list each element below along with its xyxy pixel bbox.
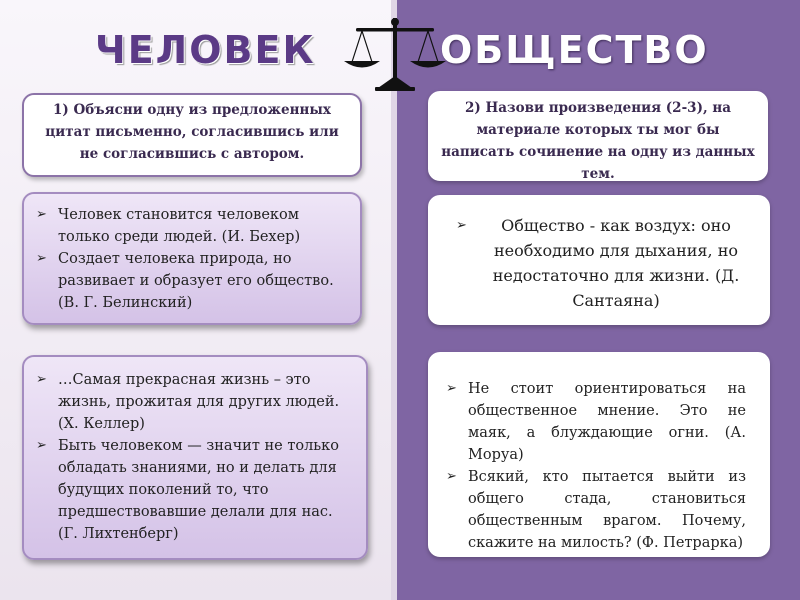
task-text-right: 2) Назови произведения (2-3), на материале которых ты мог бы написать сочинение на одну из данных тем. xyxy=(441,100,755,182)
arrow-bullet-icon: ➢ xyxy=(446,469,457,484)
title-human: ЧЕЛОВЕК xyxy=(95,28,316,72)
quote-box-right-bottom xyxy=(428,352,770,557)
quote-item: ➢ Общество - как воздух: оно необходимо для дыхания, но недостаточно для жизни. (Д. Сантаяна) xyxy=(452,213,754,313)
quote-box-right-top xyxy=(428,195,770,325)
quote-item: ➢ Всякий, кто пытается выйти из общего стада, становиться общественным врагом. Почему, скажите на милость? (Ф. Петрарка) xyxy=(442,466,746,554)
arrow-bullet-icon: ➢ xyxy=(456,218,467,233)
arrow-bullet-icon: ➢ xyxy=(36,438,47,453)
quote-item: ➢ Быть человеком — значит не только обладать знаниями, но и делать для будущих поколений то, что предшествовавшие делали для нас. (Г. Лихтенберг) xyxy=(32,435,356,545)
arrow-bullet-icon: ➢ xyxy=(446,381,457,396)
task-box-right xyxy=(428,91,768,181)
quote-box-left-top xyxy=(22,192,362,325)
task-text-left: 1) Объясни одну из предложенных цитат письменно, согласившись или не согласившись с автором. xyxy=(45,102,339,162)
quote-item: ➢ …Самая прекрасная жизнь – это жизнь, прожитая для других людей. (Х. Келлер) xyxy=(32,369,356,435)
arrow-bullet-icon: ➢ xyxy=(36,207,47,222)
quote-item: ➢ Не стоит ориентироваться на общественное мнение. Это не маяк, а блуждающие огни. (А. Моруа) xyxy=(442,378,746,466)
title-society: ОБЩЕСТВО xyxy=(440,28,709,72)
arrow-bullet-icon: ➢ xyxy=(36,372,47,387)
quote-item: ➢ Человек становится человеком только среди людей. (И. Бехер) xyxy=(32,204,350,248)
task-box-left xyxy=(22,93,362,177)
scales-icon xyxy=(340,14,450,94)
quote-item: ➢ Создает человека природа, но развивает и образует его общество. (В. Г. Белинский) xyxy=(32,248,350,314)
quote-box-left-bottom xyxy=(22,355,368,560)
arrow-bullet-icon: ➢ xyxy=(36,251,47,266)
